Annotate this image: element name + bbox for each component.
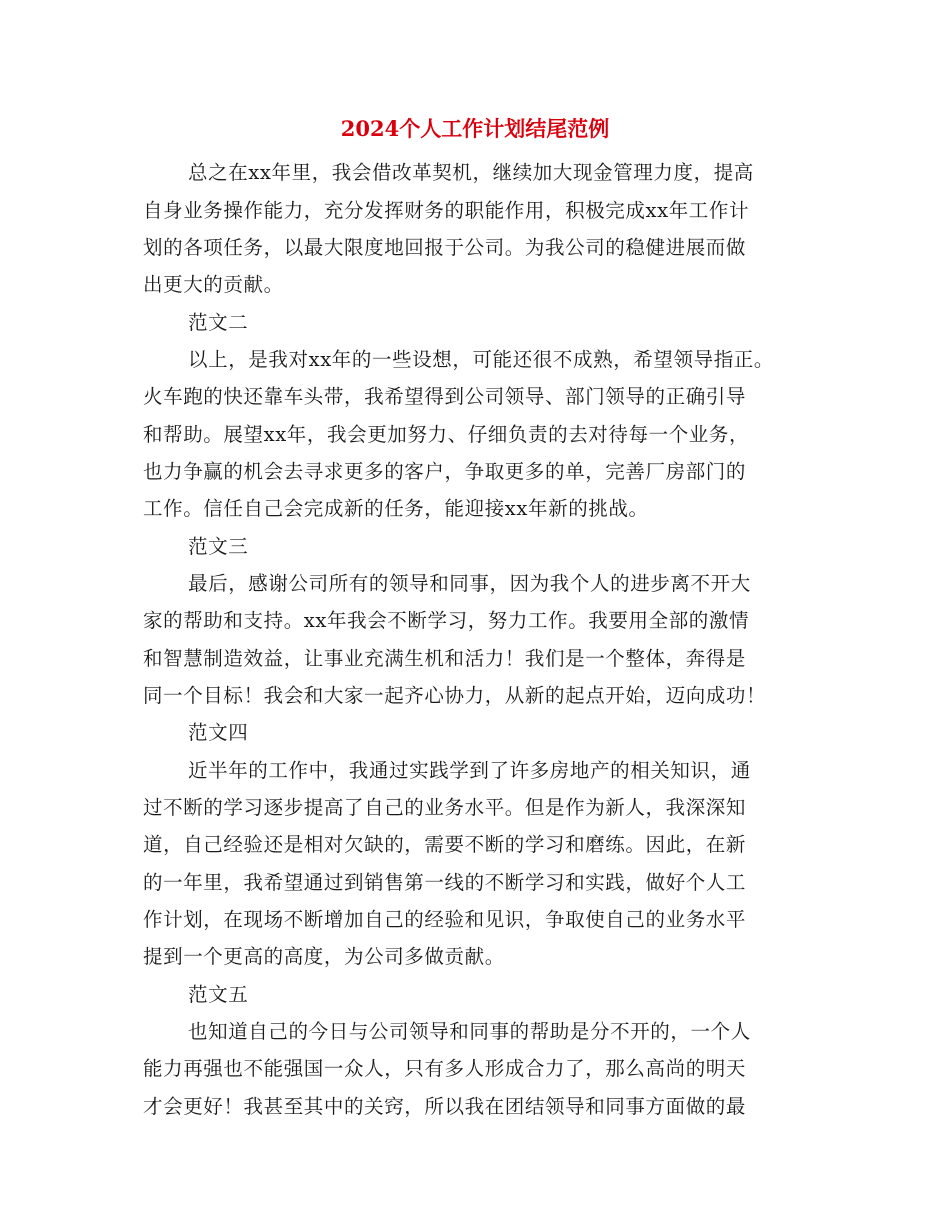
paragraph-line: 自身业务操作能力，充分发挥财务的职能作用，积极完成xx年工作计 [143,199,750,222]
section-heading: 范文三 [188,535,249,558]
paragraph-line: 作计划，在现场不断增加自己的经验和见识，争取使自己的业务水平 [143,908,747,931]
paragraph-line: 的一年里，我希望通过到销售第一线的不断学习和实践，做好个人工 [143,871,747,894]
paragraph-line: 提到一个更高的高度，为公司多做贡献。 [143,945,505,968]
paragraph-line: 近半年的工作中，我通过实践学到了许多房地产的相关知识，通 [188,759,751,782]
paragraph-line: 火车跑的快还靠车头带，我希望得到公司领导、部门领导的正确引导 [143,385,747,408]
document-title: 2024个人工作计划结尾范例 [340,116,610,141]
section-heading: 范文四 [188,721,249,744]
paragraph-line: 过不断的学习逐步提高了自己的业务水平。但是作为新人，我深深知 [143,796,747,819]
paragraph-line: 也力争赢的机会去寻求更多的客户，争取更多的单，完善厂房部门的 [143,460,747,483]
paragraph-line: 和帮助。展望xx年，我会更加努力、仔细负责的去对待每一个业务， [143,423,750,446]
paragraph-line: 才会更好！我甚至其中的关窍，所以我在团结领导和同事方面做的最 [143,1095,747,1118]
section-heading: 范文五 [188,983,249,1006]
paragraph-line: 工作。信任自己会完成新的任务，能迎接xx年新的挑战。 [143,497,649,520]
paragraph-line: 出更大的贡献。 [143,273,284,296]
paragraph-line: 最后，感谢公司所有的领导和同事，因为我个人的进步离不开大 [188,572,751,595]
paragraph-line: 以上，是我对xx年的一些设想，可能还很不成熟，希望领导指正。 [188,348,774,371]
paragraph-line: 家的帮助和支持。xx年我会不断学习，努力工作。我要用全部的激情 [143,609,750,632]
paragraph-line: 同一个目标！我会和大家一起齐心协力，从新的起点开始，迈向成功！ [143,684,767,707]
paragraph-line: 划的各项任务，以最大限度地回报于公司。为我公司的稳健进展而做 [143,236,747,259]
section-heading: 范文二 [188,311,249,334]
paragraph-line: 道，自己经验还是相对欠缺的，需要不断的学习和磨练。因此，在新 [143,833,747,856]
paragraph-line: 总之在xx年里，我会借改革契机，继续加大现金管理力度，提高 [188,161,754,184]
paragraph-line: 能力再强也不能强国一众人，只有多人形成合力了，那么高尚的明天 [143,1057,747,1080]
paragraph-line: 也知道自己的今日与公司领导和同事的帮助是分不开的，一个人 [188,1020,751,1043]
paragraph-line: 和智慧制造效益，让事业充满生机和活力！我们是一个整体，奔得是 [143,647,747,670]
